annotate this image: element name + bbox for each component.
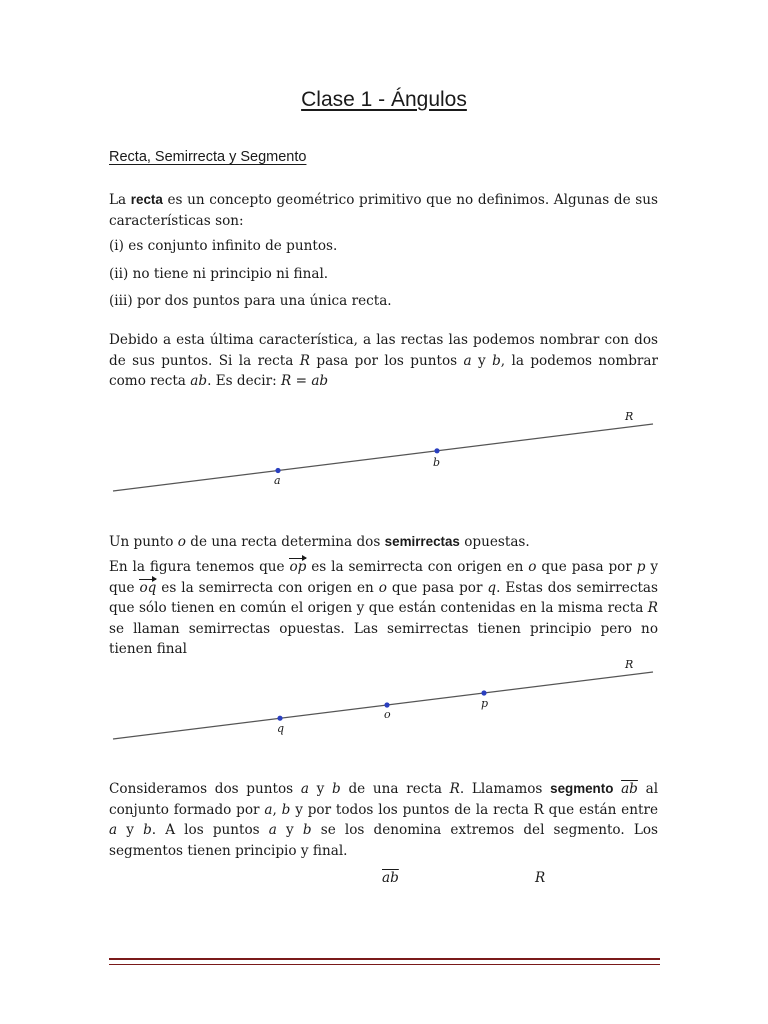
p4-math-o1: o: [528, 559, 537, 575]
label-a: a: [274, 474, 281, 487]
segment-ab-notation: $\overline{ab}$: [621, 781, 638, 797]
figure-segment-label: $\overline{ab}$: [382, 870, 399, 886]
p4-text-g: . Estas dos semirrectas que sólo tienen en común el origen y que están contenidas en la misma recta: [109, 579, 658, 617]
p5-text-f: y por todos los puntos de la recta R que están entre: [295, 801, 658, 818]
p5-text-h: se los denomina extremos del segmento. Los segmentos tienen principio y final.: [109, 822, 659, 859]
p5-math-a3: a: [109, 822, 118, 839]
figure-recta: [0, 400, 768, 510]
p5-math-R: R: [449, 781, 460, 797]
p4-text-a: En la figura tenemos que: [109, 559, 285, 575]
p3-text-a: Un punto: [109, 534, 174, 550]
p5-math-b3: b: [143, 822, 152, 839]
footer-rule: [109, 958, 660, 965]
p4-text-h: se llaman semirrectas opuestas. Las semirrectas tienen principio pero no tienen final: [109, 620, 658, 658]
p5-text-e: ,: [272, 801, 277, 818]
p4-math-p: p: [636, 559, 646, 575]
p3-text-c: opuestas.: [464, 534, 530, 550]
p5-text-c: . Llamamos: [459, 781, 543, 797]
p5-math-b: b: [332, 781, 341, 797]
p2-math-b: b: [492, 352, 501, 369]
list-item-3: (iii) por dos puntos para una única recta.: [109, 293, 392, 309]
p1-bold-recta: recta: [130, 192, 163, 207]
p4-text-d: y que: [109, 559, 658, 596]
p5-text-b: de una recta: [348, 781, 442, 797]
p2-text-b: pasa por los puntos: [316, 352, 458, 369]
point-q: [277, 716, 282, 721]
paragraph-opuestas: [109, 557, 658, 660]
label-R: R: [625, 410, 634, 423]
paragraph-semirrectas: [109, 532, 658, 553]
p2-math-a: a: [463, 352, 472, 369]
p5-text-y3: y: [286, 822, 294, 839]
paragraph-segmento: [109, 779, 658, 861]
paragraph-nombrar: [109, 330, 658, 392]
point-p: [481, 690, 486, 695]
p4-math-R: R: [647, 600, 659, 617]
label-p: p: [481, 697, 489, 710]
label-q: q: [277, 722, 285, 735]
p5-bold-segmento: segmento: [550, 781, 614, 796]
line-R: [113, 424, 653, 491]
p1-rest: es un concepto geométrico primitivo que no definimos. Algunas de sus características son:: [109, 192, 658, 229]
p5-math-a4: a: [268, 822, 277, 839]
p1-intro: La: [109, 192, 127, 208]
p2-text-a: Debido a esta última característica, a las rectas las podemos nombrar con dos de sus puntos. Si la recta: [109, 332, 658, 369]
label-R-2: R: [625, 658, 634, 671]
p2-math-R: R: [299, 352, 310, 369]
list-item-1: (i) es conjunto infinito de puntos.: [109, 238, 338, 254]
p5-text-y2: y: [126, 822, 134, 839]
p2-text-c: , la podemos nombrar como recta: [109, 352, 659, 390]
p5-text-a: Consideramos dos puntos: [109, 781, 294, 797]
page-title: Clase 1 - Ángulos: [301, 88, 467, 111]
section-heading: Recta, Semirrecta y Segmento: [109, 149, 307, 165]
p4-text-e: es la semirrecta con origen en: [161, 579, 374, 596]
ray-oq: oq: [139, 578, 156, 599]
p4-math-q: q: [487, 579, 497, 596]
p4-text-b: es la semirrecta con origen en: [311, 559, 524, 575]
p3-math-o: o: [177, 534, 186, 550]
p5-text-g: . A los puntos: [151, 822, 260, 839]
p5-math-a: a: [300, 781, 309, 797]
point-a: [275, 468, 280, 473]
point-b: [434, 448, 439, 453]
p5-math-b4: b: [302, 822, 312, 839]
point-o: [384, 702, 389, 707]
label-o: o: [384, 708, 391, 721]
p4-text-c: que pasa por: [541, 559, 632, 575]
p5-text-d: al conjunto formado por: [109, 781, 659, 818]
p2-math-ab: ab: [190, 373, 208, 390]
p2-equation: R = ab: [281, 373, 329, 390]
p5-math-b2: b: [281, 801, 291, 818]
p5-math-a2: a: [264, 801, 273, 818]
figure-semirrectas: [0, 650, 768, 750]
figure-segment-line-label: R: [535, 870, 546, 886]
p2-text-d: . Es decir:: [207, 373, 277, 390]
paragraph-recta: [109, 190, 658, 231]
p4-text-f: que pasa por: [391, 579, 483, 596]
line-R-2: [113, 672, 653, 739]
p3-bold-semirrectas: semirrectas: [384, 534, 460, 549]
p4-math-o2: o: [378, 579, 387, 596]
p5-text-y1: y: [316, 781, 325, 797]
p3-text-b: de una recta determina dos: [190, 534, 381, 550]
ray-op: op: [289, 557, 306, 578]
label-b: b: [433, 456, 441, 469]
p2-text-y: y: [478, 352, 486, 369]
list-item-2: (ii) no tiene ni principio ni final.: [109, 266, 329, 282]
